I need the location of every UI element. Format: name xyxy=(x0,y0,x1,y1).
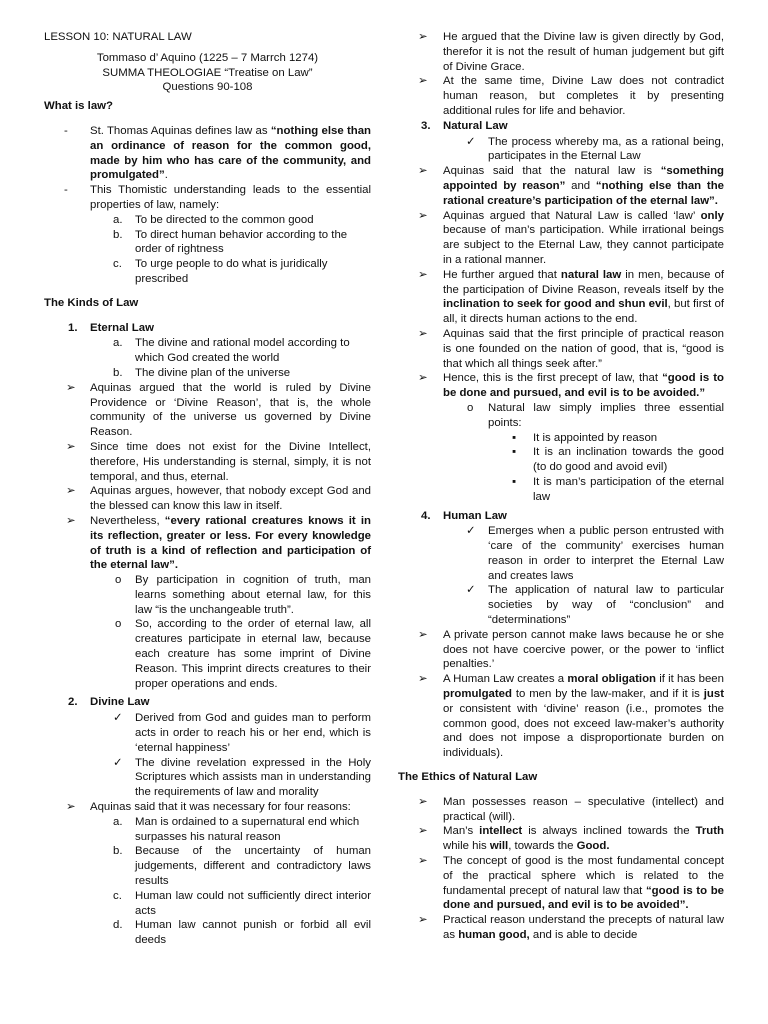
arrow-bullet-icon: ➢ xyxy=(418,795,428,808)
arrow-bullet-icon: ➢ xyxy=(418,372,428,385)
letter-marker: d. xyxy=(113,919,123,932)
list-item: ➢ A private person cannot make laws because he or she does not have coercive power, or the power to ‘inflict penalties.’ xyxy=(418,628,724,671)
check-icon: ✓ xyxy=(466,525,476,538)
list-item: ✓ Derived from God and guides man to perform acts in order to reach his or her end, which is ‘eternal happiness’ xyxy=(113,712,371,754)
list-item: ➢ He argued that the Divine law is given directly by God, therefor it is not the result of human judgement but gift of Divine Grace. xyxy=(418,31,724,73)
arrow-bullet-icon: ➢ xyxy=(66,514,76,527)
list-item: o So, according to the order of eternal law, all creatures participate in eternal law, because each creature has some imprint of Divine Reason. This imprint directs creatures to their proper operations and ends. xyxy=(115,618,371,690)
arrow-bullet-icon: ➢ xyxy=(66,801,76,814)
list-item: ➢ Practical reason understand the precepts of natural law as human good, and is able to decide xyxy=(418,914,724,942)
dash-marker: - xyxy=(64,124,68,137)
list-item: ➢ Aquinas said that the first principle of practical reason is one founded on the nation of good, that is, “good is that which all things seek after.” xyxy=(418,327,724,370)
list-item: ▪ It is appointed by reason xyxy=(512,431,658,444)
list-item: ✓ The process whereby ma, as a rational being, participates in the Eternal Law xyxy=(466,135,724,163)
list-item: o By participation in cognition of truth, man learns something about eternal law, for this law “is the unchangeable truth”. xyxy=(115,574,371,616)
lesson-title: LESSON 10: NATURAL LAW xyxy=(44,31,192,43)
list-item: ▪ It is man’s participation of the eternal law xyxy=(512,475,724,503)
letter-marker: c. xyxy=(113,889,122,902)
list-item: c. Human law could not sufficiently direct interior acts xyxy=(113,889,371,917)
numbered-heading-divine-law: 2. Divine Law xyxy=(68,696,150,709)
letter-marker: b. xyxy=(113,366,123,379)
list-item: d. Human law cannot punish or forbid all evil deeds xyxy=(113,919,371,947)
circle-bullet-icon: o xyxy=(467,401,474,414)
arrow-bullet-icon: ➢ xyxy=(418,165,428,178)
arrow-bullet-icon: ➢ xyxy=(66,440,76,453)
list-item: a. Man is ordained to a supernatural end which surpasses his natural reason xyxy=(113,815,360,843)
questions-line: Questions 90-108 xyxy=(162,81,253,94)
arrow-bullet-icon: ➢ xyxy=(66,485,76,498)
list-item: b. The divine plan of the universe xyxy=(113,366,291,379)
numbered-heading-human-law: 4. Human Law xyxy=(421,509,507,522)
list-item: ➢ Man possesses reason – speculative (intellect) and practical (will). xyxy=(418,795,724,823)
list-item: a. The divine and rational model according to which God created the world xyxy=(113,337,350,365)
square-bullet-icon: ▪ xyxy=(512,446,517,459)
circle-bullet-icon: o xyxy=(115,574,122,587)
section-heading-what-is-law: What is law? xyxy=(44,100,113,113)
list-item: c. To urge people to do what is juridically prescribed xyxy=(113,258,328,285)
list-item: ➢ Since time does not exist for the Divine Intellect, therefore, His understanding is sternal, simply, it is not temporal, and thus, eternal. xyxy=(66,440,371,483)
list-item: ✓ The divine revelation expressed in the Holy Scriptures which assists man in understanding the requirements of law and morality xyxy=(113,756,371,799)
list-item: o Natural law simply implies three essential points: xyxy=(467,401,724,429)
list-item: ➢ At the same time, Divine Law does not contradict human reason, but completes it by presenting additional rules for life and behavior. xyxy=(418,75,724,117)
arrow-bullet-icon: ➢ xyxy=(418,914,428,927)
square-bullet-icon: ▪ xyxy=(512,431,517,444)
list-item xyxy=(44,183,371,213)
square-bullet-icon: ▪ xyxy=(512,475,517,488)
arrow-bullet-icon: ➢ xyxy=(418,855,428,868)
check-icon: ✓ xyxy=(466,135,476,148)
work-line: SUMMA THEOLOGIAE “Treatise on Law” xyxy=(102,66,313,79)
letter-marker: a. xyxy=(113,213,123,226)
right-column xyxy=(398,30,725,943)
paragraph: St. Thomas Aquinas defines law as “nothing else than an ordinance of reason for the common good, made by him who has care of the community, and promulgated”. xyxy=(90,124,371,182)
list-item: ➢ Aquinas argued that the world is ruled by Divine Providence or ‘Divine Reason’, that is, the whole community of the universe us governed by Divine Reason. xyxy=(66,381,371,439)
arrow-bullet-icon: ➢ xyxy=(418,209,428,222)
section-heading-ethics: The Ethics of Natural Law xyxy=(398,771,538,784)
list-item: ➢ Aquinas argued that Natural Law is called ‘law’ only because of man’s participation. While irrational beings are subject to the Eternal Law, they cannot participate in a rational manner. xyxy=(418,209,724,266)
arrow-bullet-icon: ➢ xyxy=(418,327,428,340)
list-item: ➢ Aquinas said that it was necessary for four reasons: xyxy=(66,801,351,814)
author-line: Tommaso d’ Aquino (1225 – 7 Marrch 1274) xyxy=(96,51,319,64)
letter-marker: c. xyxy=(113,258,122,271)
section-heading-kinds-of-law: The Kinds of Law xyxy=(44,296,139,309)
letter-marker: a. xyxy=(113,815,123,828)
check-icon: ✓ xyxy=(113,712,123,725)
check-icon: ✓ xyxy=(466,584,476,597)
check-icon: ✓ xyxy=(113,756,123,769)
arrow-bullet-icon: ➢ xyxy=(418,825,428,838)
arrow-bullet-icon: ➢ xyxy=(418,31,428,43)
list-item: ➢ A Human Law creates a moral obligation if it has been promulgated to men by the law-maker, and if it is just or consistent with ‘divine’ reason (i.e., promotes the common good, does not exceed law-maker’s authority and does not impose a disproportionate burden on individuals). xyxy=(418,673,724,760)
dash-marker: - xyxy=(64,184,68,197)
list-item: ➢ Aquinas argues, however, that nobody except God and the blessed can know this law in itself. xyxy=(66,485,371,513)
circle-bullet-icon: o xyxy=(115,618,122,631)
arrow-bullet-icon: ➢ xyxy=(418,673,428,686)
list-item: ➢ Man’s intellect is always inclined towards the Truth while his will, towards the Good. xyxy=(418,825,724,853)
arrow-bullet-icon: ➢ xyxy=(418,268,428,281)
left-column xyxy=(44,30,371,948)
list-item: b. Because of the uncertainty of human judgements, different and contradictory laws results xyxy=(113,845,371,888)
list-item xyxy=(44,124,371,183)
list-item: ✓ The application of natural law to particular societies by way of “conclusion” and “determinations” xyxy=(466,584,724,627)
list-item: ▪ It is an inclination towards the good (to do good and avoid evil) xyxy=(512,446,724,474)
arrow-bullet-icon: ➢ xyxy=(66,381,76,394)
numbered-heading-natural-law: 3. Natural Law xyxy=(421,119,508,132)
letter-marker: b. xyxy=(113,845,123,858)
letter-marker: b. xyxy=(113,228,123,241)
list-item: ➢ He further argued that natural law in men, because of the participation of Divine Reason, reveals itself by the inclination to seek for good and shun evil, but first of all, it directs human actions to the end. xyxy=(418,268,725,326)
list-item: b. To direct human behavior according to the order of rightness xyxy=(113,228,348,256)
arrow-bullet-icon: ➢ xyxy=(418,75,428,88)
numbered-heading-eternal-law: 1. Eternal Law xyxy=(68,321,154,334)
letter-marker: a. xyxy=(113,337,123,350)
list-item: a. To be directed to the common good xyxy=(113,213,314,226)
list-item: ✓ Emerges when a public person entrusted with ‘care of the community’ exercises human reason in order to interpret the Eternal Law and creates laws xyxy=(466,525,724,582)
list-item: ➢ Hence, this is the first precept of law, that “good is to be done and pursued, and evil is to be avoided.” xyxy=(418,372,724,400)
list-item: ➢ The concept of good is the most fundamental concept of the practical sphere which is related to the fundamental precept of natural law that “good is to be done and pursued, and evil is to be avoided”. xyxy=(418,855,724,912)
list-item: ➢ Nevertheless, “every rational creatures knows it in its reflection, greater or less. For every knowledge of truth is a kind of reflection and participation of the eternal law”. xyxy=(66,514,371,572)
arrow-bullet-icon: ➢ xyxy=(418,628,428,641)
list-item: ➢ Aquinas said that the natural law is “something appointed by reason” and “nothing else than the rational creature’s participation of the eternal law”. xyxy=(418,165,724,207)
paragraph: This Thomistic understanding leads to the essential properties of law, namely: xyxy=(90,184,371,211)
